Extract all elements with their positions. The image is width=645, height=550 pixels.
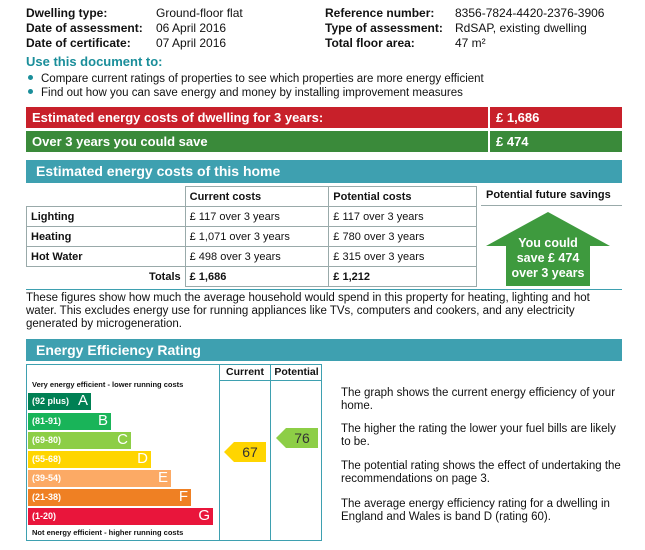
use-doc-bullet xyxy=(28,87,463,100)
band-g xyxy=(28,508,213,525)
save-3yr-label: Over 3 years you could save xyxy=(26,131,488,152)
costs-3yr-label: Estimated energy costs of dwelling for 3 years: xyxy=(26,107,488,128)
totals-current: £ 1,686 xyxy=(185,267,329,287)
table-row xyxy=(27,207,477,227)
band-d xyxy=(28,451,151,468)
section-divider xyxy=(26,289,622,290)
totals-label: Totals xyxy=(27,267,186,287)
use-doc-bullet xyxy=(28,73,484,86)
costs-section-title: Estimated energy costs of this home xyxy=(26,160,622,183)
band-e xyxy=(28,470,171,487)
bullet-text: Compare current ratings of properties to see which properties are more energy efficient xyxy=(41,73,484,85)
totals-potential: £ 1,212 xyxy=(329,267,477,287)
reference-label: Reference number: xyxy=(325,6,435,20)
band-range: (1-20) xyxy=(32,511,57,521)
band-range: (39-54) xyxy=(32,473,62,483)
savings-line-3: over 3 years xyxy=(511,266,585,280)
current-cost: £ 498 over 3 years xyxy=(185,247,329,267)
row-name: Heating xyxy=(27,227,186,247)
band-letter: E xyxy=(157,469,168,486)
bullet-icon xyxy=(28,75,33,80)
eer-explanation-3: The potential rating shows the effect of undertaking the recommendations on page 3. xyxy=(341,460,621,485)
band-range: (69-80) xyxy=(32,435,62,445)
band-letter: A xyxy=(77,392,88,409)
current-costs-header: Current costs xyxy=(185,187,329,207)
eer-section-title: Energy Efficiency Rating xyxy=(26,339,622,361)
potential-cost: £ 315 over 3 years xyxy=(329,247,477,267)
potential-cost: £ 117 over 3 years xyxy=(329,207,477,227)
reference-value: 8356-7824-4420-2376-3906 xyxy=(455,6,605,20)
row-name: Lighting xyxy=(27,207,186,227)
eer-explanation-2: The higher the rating the lower your fuel bills are likely to be. xyxy=(341,423,616,448)
bullet-text: Find out how you can save energy and money by installing improvement measures xyxy=(41,87,463,99)
savings-line-1: You could xyxy=(518,236,578,250)
costs-3yr-value: £ 1,686 xyxy=(490,107,622,128)
band-letter: D xyxy=(137,450,148,467)
band-letter: G xyxy=(198,507,210,524)
savings-divider xyxy=(481,205,622,206)
eer-top-note: Very energy efficient - lower running costs xyxy=(32,380,184,389)
costs-explanation: These figures show how much the average household would spend in this property for heating, lighting and hot water. This excludes energy use for running appliances like TVs, computers and cookers, and any electricity generated by microgeneration. xyxy=(26,292,590,330)
assessment-date-value: 06 April 2016 xyxy=(156,21,227,35)
band-range: (81-91) xyxy=(32,416,62,426)
costs-table xyxy=(26,186,477,287)
floor-area-label: Total floor area: xyxy=(325,36,415,50)
band-range: (55-68) xyxy=(32,454,62,464)
eer-potential-header: Potential xyxy=(274,366,319,378)
dwelling-type-label: Dwelling type: xyxy=(26,6,108,20)
empty-header-cell xyxy=(27,187,186,207)
potential-rating-value: 76 xyxy=(294,430,310,446)
eer-bottom-note: Not energy efficient - higher running costs xyxy=(32,528,184,537)
save-3yr-value: £ 474 xyxy=(490,131,622,152)
assessment-type-label: Type of assessment: xyxy=(325,21,443,35)
savings-line-2: save £ 474 xyxy=(516,251,580,265)
certificate-date-value: 07 April 2016 xyxy=(156,36,227,50)
eer-explanation-1: The graph shows the current energy efficiency of your home. xyxy=(341,387,616,412)
potential-costs-header: Potential costs xyxy=(329,187,477,207)
use-doc-title: Use this document to: xyxy=(26,54,163,69)
band-b xyxy=(28,413,111,430)
certificate-date-label: Date of certificate: xyxy=(26,36,131,50)
table-row xyxy=(27,247,477,267)
band-letter: F xyxy=(178,488,188,505)
row-name: Hot Water xyxy=(27,247,186,267)
current-cost: £ 117 over 3 years xyxy=(185,207,329,227)
band-f xyxy=(28,489,191,506)
band-c xyxy=(28,432,131,449)
potential-cost: £ 780 over 3 years xyxy=(329,227,477,247)
chart-divider xyxy=(270,364,271,541)
band-letter: C xyxy=(117,431,128,448)
eer-current-header: Current xyxy=(226,366,264,378)
floor-area-value: 47 m² xyxy=(455,36,486,50)
eer-explanation-4: The average energy efficiency rating for a dwelling in England and Wales is band D (rating 60). xyxy=(341,498,610,523)
assessment-date-label: Date of assessment: xyxy=(26,21,143,35)
band-range: (21-38) xyxy=(32,492,62,502)
costs-table-header xyxy=(27,187,477,207)
bullet-icon xyxy=(28,89,33,94)
dwelling-type-value: Ground-floor flat xyxy=(156,6,243,20)
table-row xyxy=(27,227,477,247)
band-a xyxy=(28,393,91,410)
potential-savings-header: Potential future savings xyxy=(486,189,611,201)
band-range: (92 plus) xyxy=(32,396,70,406)
chart-divider xyxy=(219,364,220,541)
current-rating-value: 67 xyxy=(242,444,258,460)
current-cost: £ 1,071 over 3 years xyxy=(185,227,329,247)
band-letter: B xyxy=(97,412,108,429)
assessment-type-value: RdSAP, existing dwelling xyxy=(455,21,587,35)
chart-divider xyxy=(219,380,322,381)
totals-row xyxy=(27,267,477,287)
